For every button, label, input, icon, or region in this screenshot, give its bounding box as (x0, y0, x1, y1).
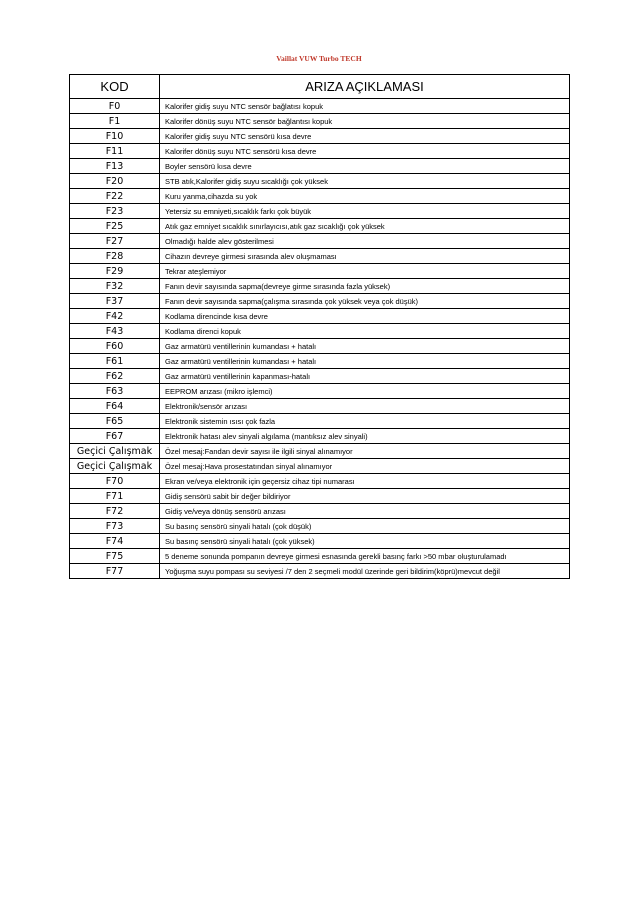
fault-code: F22 (70, 189, 160, 204)
table-row (70, 369, 570, 384)
fault-code-table (69, 74, 570, 579)
fault-description: Kodlama direnci kopuk (160, 324, 570, 339)
fault-code: F32 (70, 279, 160, 294)
fault-description: Kuru yanma,cihazda su yok (160, 189, 570, 204)
fault-code: F65 (70, 414, 160, 429)
table-row (70, 159, 570, 174)
fault-description: Elektronik sistemin ısısı çok fazla (160, 414, 570, 429)
fault-code: F25 (70, 219, 160, 234)
fault-code: F11 (70, 144, 160, 159)
fault-code: F74 (70, 534, 160, 549)
fault-code: F20 (70, 174, 160, 189)
fault-code: F67 (70, 429, 160, 444)
fault-code: F75 (70, 549, 160, 564)
fault-description: Kalorifer gidiş suyu NTC sensörü kısa devre (160, 129, 570, 144)
table-row (70, 189, 570, 204)
table-row (70, 309, 570, 324)
table-row (70, 129, 570, 144)
fault-code: F60 (70, 339, 160, 354)
fault-code: F70 (70, 474, 160, 489)
fault-description: Cihazın devreye girmesi sırasında alev oluşmaması (160, 249, 570, 264)
fault-description: Yoğuşma suyu pompası su seviyesi /7 den 2 seçmeli modül üzerinde geri bildirim(köprü)mevcut değil (160, 564, 570, 579)
fault-code: F63 (70, 384, 160, 399)
fault-description: EEPROM arızası (mikro işlemci) (160, 384, 570, 399)
fault-code: F77 (70, 564, 160, 579)
fault-code: F13 (70, 159, 160, 174)
fault-code: F72 (70, 504, 160, 519)
fault-description: STB atık,Kalorifer gidiş suyu sıcaklığı çok yüksek (160, 174, 570, 189)
fault-description: Tekrar ateşlemiyor (160, 264, 570, 279)
table-row (70, 504, 570, 519)
fault-description: Ekran ve/veya elektronik için geçersiz cihaz tipi numarası (160, 474, 570, 489)
table-row (70, 534, 570, 549)
table-row (70, 174, 570, 189)
fault-description: Gidiş ve/veya dönüş sensörü arızası (160, 504, 570, 519)
table-row (70, 219, 570, 234)
fault-description: Özel mesaj:Fandan devir sayısı ile ilgili sinyal alınamıyor (160, 444, 570, 459)
fault-code: Geçici Çalışmak (70, 444, 160, 459)
fault-code: F37 (70, 294, 160, 309)
fault-description: Kodlama direncinde kısa devre (160, 309, 570, 324)
fault-code: F43 (70, 324, 160, 339)
fault-description: Fanın devir sayısında sapma(devreye girme sırasında fazla yüksek) (160, 279, 570, 294)
table-row (70, 324, 570, 339)
document-title: Vaillat VUW Turbo TECH (276, 54, 362, 63)
table-row (70, 264, 570, 279)
fault-code: F27 (70, 234, 160, 249)
table-row (70, 564, 570, 579)
column-header-code: KOD (70, 75, 160, 99)
fault-code: F29 (70, 264, 160, 279)
fault-description: Fanın devir sayısında sapma(çalışma sırasında çok yüksek veya çok düşük) (160, 294, 570, 309)
fault-description: Atık gaz emniyet sıcaklık sınırlayıcısı,atık gaz sıcaklığı çok yüksek (160, 219, 570, 234)
table-row (70, 144, 570, 159)
table-row (70, 384, 570, 399)
table-row (70, 204, 570, 219)
table-row (70, 429, 570, 444)
table-row (70, 114, 570, 129)
table-row (70, 99, 570, 114)
fault-description: Yetersiz su emniyeti,sıcaklık farkı çok büyük (160, 204, 570, 219)
table-row (70, 444, 570, 459)
fault-code: F61 (70, 354, 160, 369)
table-row (70, 294, 570, 309)
fault-description: Olmadığı halde alev gösterilmesi (160, 234, 570, 249)
fault-code: F73 (70, 519, 160, 534)
fault-description: Gidiş sensörü sabit bir değer bildiriyor (160, 489, 570, 504)
fault-description: Kalorifer gidiş suyu NTC sensör bağlatısı kopuk (160, 99, 570, 114)
table-row (70, 279, 570, 294)
table-row (70, 459, 570, 474)
fault-description: Gaz armatürü ventillerinin kumandası + hatalı (160, 339, 570, 354)
table-row (70, 234, 570, 249)
column-header-description: ARIZA AÇIKLAMASI (160, 75, 570, 99)
fault-code: F1 (70, 114, 160, 129)
fault-description: Özel mesaj:Hava prosestatından sinyal alınamıyor (160, 459, 570, 474)
table-row (70, 414, 570, 429)
fault-description: Boyler sensörü kısa devre (160, 159, 570, 174)
fault-code: F42 (70, 309, 160, 324)
fault-description: Kalorifer dönüş suyu NTC sensör bağlantısı kopuk (160, 114, 570, 129)
table-row (70, 489, 570, 504)
table-row (70, 519, 570, 534)
table-row (70, 549, 570, 564)
fault-code: F62 (70, 369, 160, 384)
fault-code: F28 (70, 249, 160, 264)
fault-code: F0 (70, 99, 160, 114)
fault-code: F71 (70, 489, 160, 504)
table-row (70, 249, 570, 264)
table-row (70, 474, 570, 489)
table-row (70, 339, 570, 354)
table-header-row (70, 75, 570, 99)
fault-description: Gaz armatürü ventillerinin kapanması-hatalı (160, 369, 570, 384)
table-row (70, 399, 570, 414)
fault-code: Geçici Çalışmak (70, 459, 160, 474)
fault-code: F23 (70, 204, 160, 219)
fault-description: Su basınç sensörü sinyali hatalı (çok düşük) (160, 519, 570, 534)
fault-code: F64 (70, 399, 160, 414)
fault-code: F10 (70, 129, 160, 144)
fault-description: Elektronik hatası alev sinyali algılama (mantıksız alev sinyali) (160, 429, 570, 444)
fault-description: Elektronik/sensör arızası (160, 399, 570, 414)
table-row (70, 354, 570, 369)
fault-description: Su basınç sensörü sinyali hatalı (çok yüksek) (160, 534, 570, 549)
fault-description: Kalorifer dönüş suyu NTC sensörü kısa devre (160, 144, 570, 159)
fault-description: 5 deneme sonunda pompanın devreye girmesi esnasında gerekli basınç farkı >50 mbar oluşturulamadı (160, 549, 570, 564)
fault-description: Gaz armatürü ventillerinin kumandası + hatalı (160, 354, 570, 369)
